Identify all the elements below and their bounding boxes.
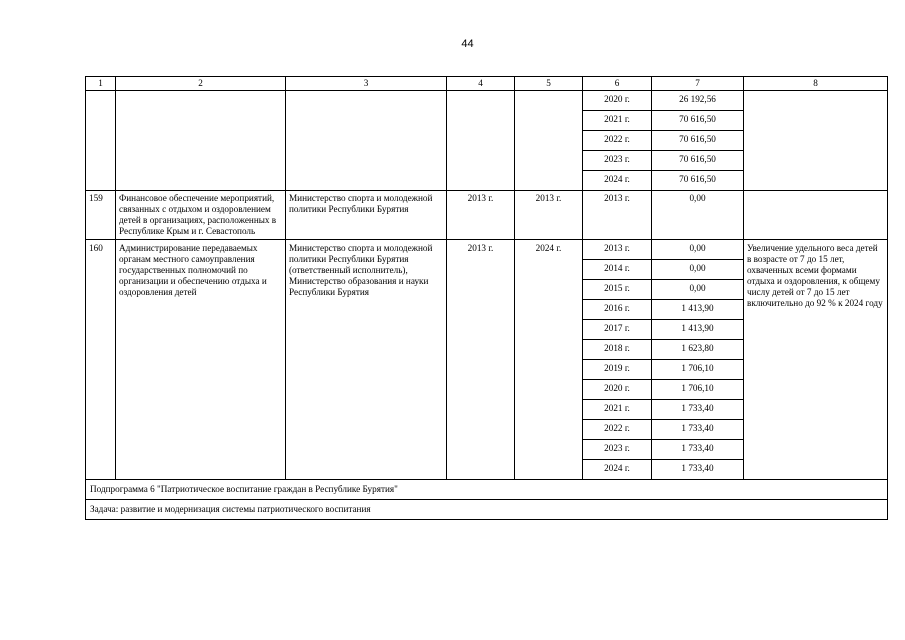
table-cell	[86, 91, 116, 191]
column-header: 2	[116, 77, 286, 91]
value-cell: 1 733,40	[652, 400, 744, 420]
value-cell: 0,00	[652, 191, 744, 240]
year-cell: 2023 г.	[583, 151, 652, 171]
table-cell	[116, 91, 286, 191]
executor: Министерство спорта и молодежной политики Республики Бурятия	[286, 191, 447, 240]
column-header: 6	[583, 77, 652, 91]
task-row	[86, 500, 888, 520]
table-row-159	[86, 191, 888, 240]
column-header: 3	[286, 77, 447, 91]
value-cell: 70 616,50	[652, 111, 744, 131]
column-header: 8	[744, 77, 888, 91]
year-cell: 2021 г.	[583, 400, 652, 420]
year-cell: 2015 г.	[583, 280, 652, 300]
row-number: 160	[86, 240, 116, 480]
year-cell: 2024 г.	[583, 171, 652, 191]
expected-result: Увеличение удельного веса детей в возрасте от 7 до 15 лет, охваченных всеми формами отдыха и оздоровления, к общему числу детей от 7 до 15 лет включительно до 92 % к 2024 году	[744, 240, 888, 480]
program-table	[85, 76, 888, 520]
table-row	[86, 91, 888, 111]
year-cell: 2013 г.	[583, 240, 652, 260]
value-cell: 1 706,10	[652, 360, 744, 380]
expected-result	[744, 191, 888, 240]
year-cell: 2022 г.	[583, 131, 652, 151]
year-cell: 2023 г.	[583, 440, 652, 460]
year-cell: 2024 г.	[583, 460, 652, 480]
task-text: Задача: развитие и модернизация системы патриотического воспитания	[86, 500, 888, 520]
subprogram-title: Подпрограмма 6 "Патриотическое воспитание граждан в Республике Бурятия"	[86, 480, 888, 500]
year-cell: 2016 г.	[583, 300, 652, 320]
value-cell: 70 616,50	[652, 171, 744, 191]
column-header: 5	[515, 77, 583, 91]
value-cell: 1 706,10	[652, 380, 744, 400]
value-cell: 0,00	[652, 280, 744, 300]
year-cell: 2020 г.	[583, 380, 652, 400]
table-cell	[447, 91, 515, 191]
table-cell	[744, 91, 888, 191]
start-year: 2013 г.	[447, 240, 515, 480]
year-cell: 2018 г.	[583, 340, 652, 360]
year-cell: 2013 г.	[583, 191, 652, 240]
measure-name: Финансовое обеспечение мероприятий, связанных с отдыхом и оздоровлением детей в организациях, расположенных в Республике Крым и г. Севастополь	[116, 191, 286, 240]
table-row-160	[86, 240, 888, 260]
page-number: 44	[461, 38, 474, 50]
value-cell: 26 192,56	[652, 91, 744, 111]
value-cell: 0,00	[652, 240, 744, 260]
value-cell: 1 413,90	[652, 300, 744, 320]
subprogram-row	[86, 480, 888, 500]
year-cell: 2021 г.	[583, 111, 652, 131]
executor: Министерство спорта и молодежной политики Республики Бурятия (ответственный исполнитель), Министерство образования и науки Республики Бурятия	[286, 240, 447, 480]
year-cell: 2019 г.	[583, 360, 652, 380]
year-cell: 2022 г.	[583, 420, 652, 440]
measure-name: Администрирование передаваемых органам местного самоуправления государственных полномочий по организации и обеспечению отдыха и оздоровления детей	[116, 240, 286, 480]
table-cell	[286, 91, 447, 191]
column-header: 1	[86, 77, 116, 91]
end-year: 2013 г.	[515, 191, 583, 240]
end-year: 2024 г.	[515, 240, 583, 480]
start-year: 2013 г.	[447, 191, 515, 240]
table-cell	[515, 91, 583, 191]
value-cell: 1 733,40	[652, 440, 744, 460]
year-cell: 2017 г.	[583, 320, 652, 340]
value-cell: 1 733,40	[652, 460, 744, 480]
column-header: 7	[652, 77, 744, 91]
column-header-row	[86, 77, 888, 91]
value-cell: 0,00	[652, 260, 744, 280]
year-cell: 2014 г.	[583, 260, 652, 280]
column-header: 4	[447, 77, 515, 91]
value-cell: 1 413,90	[652, 320, 744, 340]
value-cell: 70 616,50	[652, 151, 744, 171]
year-cell: 2020 г.	[583, 91, 652, 111]
value-cell: 70 616,50	[652, 131, 744, 151]
value-cell: 1 623,80	[652, 340, 744, 360]
value-cell: 1 733,40	[652, 420, 744, 440]
row-number: 159	[86, 191, 116, 240]
